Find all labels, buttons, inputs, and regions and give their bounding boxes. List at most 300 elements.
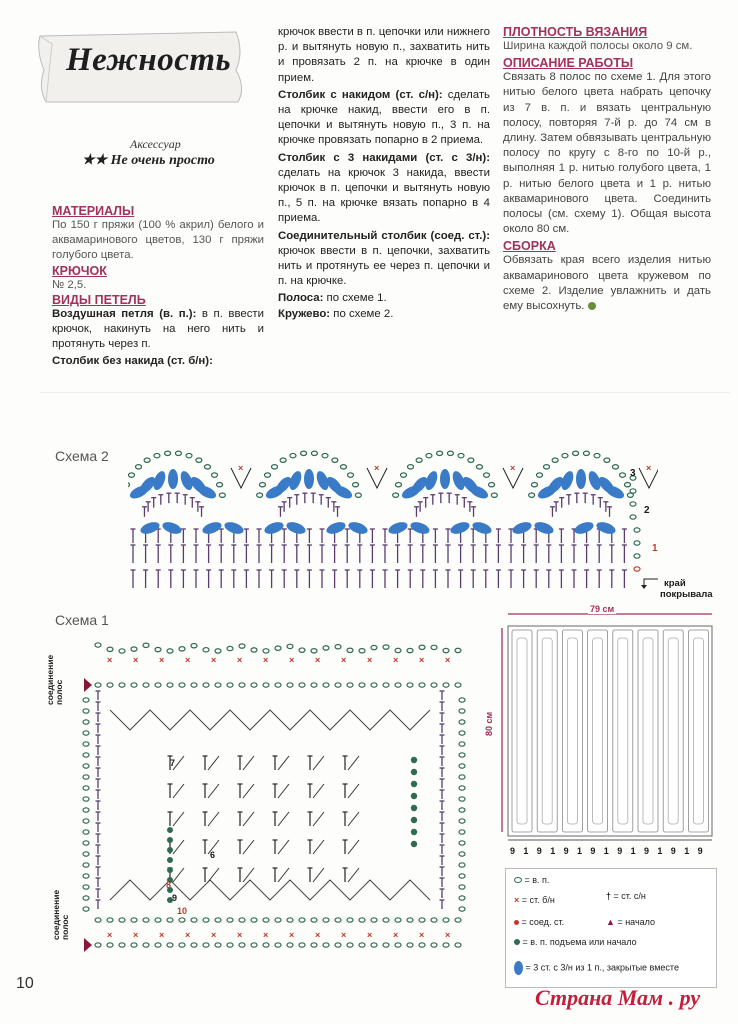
cluster-icon bbox=[514, 961, 523, 975]
strips-term: Полоса: bbox=[278, 292, 324, 305]
sc-stitch-mark: × bbox=[211, 655, 217, 665]
legend-box bbox=[505, 868, 717, 988]
edge-label bbox=[660, 578, 713, 600]
bottom-dim-number: 9 bbox=[536, 846, 542, 856]
width-label: 79 см bbox=[590, 604, 615, 614]
chain-stitch-mark bbox=[191, 918, 197, 922]
chain-stitch-mark bbox=[203, 683, 209, 687]
cluster-mark bbox=[595, 520, 617, 536]
chain-stitch-mark bbox=[128, 483, 129, 487]
chain-stitch-mark bbox=[459, 874, 465, 878]
chain-stitch-mark bbox=[426, 453, 432, 457]
strips-line bbox=[278, 291, 490, 306]
chain-stitch-mark bbox=[419, 683, 425, 687]
chain-stitch-mark bbox=[131, 918, 137, 922]
chain-stitch-mark bbox=[215, 649, 221, 653]
stitch-dc-term: Столбик с накидом (ст. с/н): bbox=[278, 88, 443, 101]
chain-stitch-mark bbox=[583, 451, 589, 455]
chain-stitch-mark bbox=[407, 648, 413, 652]
dc-icon: † bbox=[606, 891, 612, 901]
chain-stitch-mark bbox=[335, 645, 341, 649]
chain-stitch-mark bbox=[179, 943, 185, 947]
diagonal-stitch-mark bbox=[243, 868, 254, 882]
chain-stitch-mark bbox=[251, 918, 257, 922]
schema2-lace-chart bbox=[128, 418, 658, 593]
sc-stitch-mark: × bbox=[341, 930, 347, 940]
stitch-dc bbox=[278, 88, 490, 149]
chain-stitch-mark bbox=[383, 683, 389, 687]
materials-heading: МАТЕРИАЛЫ bbox=[52, 204, 135, 218]
column-materials bbox=[52, 204, 264, 370]
chain-stitch-mark bbox=[107, 683, 113, 687]
s1-row-8: 8 bbox=[166, 880, 172, 890]
sc-stitch-mark: × bbox=[315, 930, 321, 940]
chain-stitch-mark bbox=[395, 483, 401, 487]
sc-stitch-mark: × bbox=[237, 655, 243, 665]
s1-row-9: 9 bbox=[172, 893, 178, 903]
diagonal-stitch-mark bbox=[208, 812, 219, 826]
chain-stitch-mark bbox=[383, 943, 389, 947]
chain-stitch-mark bbox=[263, 649, 269, 653]
chain-stitch-mark bbox=[215, 918, 221, 922]
chain-stitch-mark bbox=[311, 451, 317, 455]
chain-stitch-mark bbox=[459, 830, 465, 834]
chain-stitch-mark bbox=[459, 797, 465, 801]
sc-stitch-mark: × bbox=[289, 930, 295, 940]
bottom-dim-number: 9 bbox=[617, 846, 623, 856]
materials-text: По 150 г пряжи (100 % акрил) белого и аквамаринового цветов, 130 г пряжи голубого цвета. bbox=[52, 219, 264, 262]
lace-line bbox=[278, 307, 490, 322]
chain-stitch-mark bbox=[529, 493, 535, 497]
chain-stitch-mark bbox=[573, 451, 579, 455]
sc-stitch-mark: × bbox=[393, 655, 399, 665]
cluster-mark bbox=[285, 520, 307, 536]
lace-term: Кружево: bbox=[278, 307, 331, 320]
join-label-top bbox=[46, 645, 64, 705]
page-title: Нежность bbox=[66, 42, 232, 78]
chain-stitch-mark bbox=[287, 918, 293, 922]
chain-stitch-mark bbox=[175, 451, 181, 455]
chain-stitch-mark bbox=[263, 683, 269, 687]
chain-stitch-mark bbox=[227, 918, 233, 922]
chain-stitch-mark bbox=[455, 683, 461, 687]
chain-stitch-mark bbox=[371, 918, 377, 922]
diagonal-stitch-mark bbox=[278, 812, 289, 826]
sc-stitch-mark: × bbox=[185, 655, 191, 665]
chain-stitch-mark bbox=[275, 646, 281, 650]
chain-stitch-mark bbox=[459, 841, 465, 845]
chain-stitch-mark bbox=[437, 451, 443, 455]
chain-stitch-mark bbox=[83, 863, 89, 867]
sc-stitch-mark: × bbox=[159, 655, 165, 665]
chain-stitch-mark bbox=[443, 683, 449, 687]
chain-stitch-mark bbox=[155, 943, 161, 947]
legend-ch-text: = в. п. bbox=[524, 875, 550, 885]
chain-stitch-mark bbox=[383, 645, 389, 649]
chain-stitch-mark bbox=[612, 465, 618, 469]
chain-stitch-mark bbox=[83, 775, 89, 779]
turning-stitch-mark bbox=[411, 781, 417, 787]
sc-stitch-mark: × bbox=[367, 930, 373, 940]
arrow-left-icon bbox=[640, 576, 660, 590]
chain-stitch-mark bbox=[544, 465, 550, 469]
gauge-text: Ширина каждой полосы около 9 см. bbox=[503, 40, 693, 52]
legend-dc bbox=[606, 891, 646, 901]
turn-icon bbox=[514, 939, 520, 945]
diagonal-stitch-mark bbox=[173, 812, 184, 826]
bottom-dim-number: 9 bbox=[670, 846, 676, 856]
chain-stitch-mark bbox=[407, 683, 413, 687]
chain-stitch-mark bbox=[179, 918, 185, 922]
sc-stitch-mark: × bbox=[133, 655, 139, 665]
chain-stitch-mark bbox=[322, 453, 328, 457]
chain-stitch-mark bbox=[491, 493, 497, 497]
chain-stitch-mark bbox=[203, 918, 209, 922]
diagonal-stitch-mark bbox=[208, 868, 219, 882]
chain-stitch-mark bbox=[167, 918, 173, 922]
chain-stitch-mark bbox=[143, 643, 149, 647]
chain-stitch-mark bbox=[119, 649, 125, 653]
chain-stitch-mark bbox=[630, 515, 636, 519]
cluster-mark bbox=[168, 469, 178, 489]
chain-stitch-mark bbox=[371, 683, 377, 687]
stitch-tr-term: Столбик с 3 накидами (ст. с 3/н): bbox=[278, 151, 490, 164]
turning-stitch-mark bbox=[411, 817, 417, 823]
strips-def: по схеме 1. bbox=[323, 292, 387, 305]
diagonal-stitch-mark bbox=[313, 868, 324, 882]
chain-stitch-mark bbox=[95, 943, 101, 947]
chain-stitch-mark bbox=[83, 852, 89, 856]
chain-stitch-mark bbox=[393, 493, 399, 497]
cluster-mark bbox=[409, 520, 431, 536]
chain-stitch-mark bbox=[625, 483, 631, 487]
join-label-bottom-2: полос bbox=[60, 914, 70, 940]
chain-stitch-mark bbox=[179, 647, 185, 651]
chain-stitch-mark bbox=[251, 683, 257, 687]
diagonal-stitch-mark bbox=[348, 840, 359, 854]
sc-stitch-mark: × bbox=[289, 655, 295, 665]
cluster-mark bbox=[263, 520, 285, 536]
chain-stitch-mark bbox=[458, 453, 464, 457]
chain-stitch-mark bbox=[203, 648, 209, 652]
chain-stitch-mark bbox=[275, 918, 281, 922]
cluster-mark bbox=[201, 520, 223, 536]
chain-stitch-mark bbox=[483, 473, 489, 477]
diagonal-stitch-mark bbox=[173, 840, 184, 854]
chain-stitch-mark bbox=[311, 943, 317, 947]
stitches-heading: ВИДЫ ПЕТЕЛЬ bbox=[52, 292, 146, 307]
chain-stitch-mark bbox=[299, 943, 305, 947]
chain-stitch-mark bbox=[459, 698, 465, 702]
stitch-dc-def: сделать на крючке накид, ввести его в п. цепочки и вытянуть новую п., 3 п. на крючке провязать попарно в 2 приема. bbox=[278, 88, 490, 147]
chain-stitch-mark bbox=[83, 830, 89, 834]
bottom-dim-number: 1 bbox=[577, 846, 583, 856]
cluster-mark bbox=[161, 520, 183, 536]
chain-stitch-mark bbox=[431, 943, 437, 947]
chain-stitch-mark bbox=[272, 465, 278, 469]
chain-stitch-mark bbox=[531, 483, 537, 487]
sc-stitch-mark: × bbox=[133, 930, 139, 940]
chain-stitch-mark bbox=[332, 458, 338, 462]
chain-stitch-mark bbox=[143, 918, 149, 922]
diagonal-stitch-mark bbox=[313, 756, 324, 770]
chain-stitch-mark bbox=[604, 458, 610, 462]
chain-stitch-mark bbox=[419, 943, 425, 947]
chain-stitch-mark bbox=[459, 709, 465, 713]
chain-stitch-mark bbox=[215, 683, 221, 687]
chain-stitch-mark bbox=[323, 646, 329, 650]
diagonal-stitch-mark bbox=[313, 784, 324, 798]
desc-text: Связать 8 полос по схеме 1. Для этого нитью белого цвета набрать цепочку из 7 в. п. и вязать центральную полосу, повторяя 7-й р. до 74 см в длину. Затем обвязывать центральную полосу по кругу с 8-го по 10-й р., выполняя 1 р. нитью голубого цвета, 1 р. нитью белого цвета и 1 р. нитью аквамаринового цвета. Соединить полосы (см. схему 1). Общая высота около 80 см. bbox=[503, 71, 711, 236]
chain-stitch-mark bbox=[83, 896, 89, 900]
edge-label-2: покрывала bbox=[660, 589, 713, 600]
chain-stitch-mark bbox=[275, 683, 281, 687]
chain-stitch-mark bbox=[459, 753, 465, 757]
sc-stitch-mark: × bbox=[510, 463, 516, 473]
bottom-dim-number: 1 bbox=[657, 846, 663, 856]
chain-stitch-mark bbox=[83, 808, 89, 812]
chain-stitch-mark bbox=[275, 943, 281, 947]
edge-label-1: край bbox=[664, 578, 686, 589]
chain-stitch-mark bbox=[263, 918, 269, 922]
chain-stitch-mark bbox=[634, 567, 640, 571]
chain-stitch-mark bbox=[353, 483, 359, 487]
chain-stitch-mark bbox=[191, 943, 197, 947]
chain-stitch-mark bbox=[459, 863, 465, 867]
chain-stitch-mark bbox=[335, 918, 341, 922]
diagonal-stitch-mark bbox=[348, 756, 359, 770]
chain-stitch-mark bbox=[179, 683, 185, 687]
chain-stitch-mark bbox=[371, 943, 377, 947]
chain-stitch-mark bbox=[239, 683, 245, 687]
watermark: Страна Мам . ру bbox=[535, 985, 701, 1010]
sc-stitch-mark: × bbox=[159, 930, 165, 940]
stitch-tr-def: сделать на крючок 3 накида, ввести крючок в п. цепочки и вытянуть новую п., 5 п. на крючке вязать попарно в 4 приема. bbox=[278, 166, 490, 225]
difficulty-stars-icon: ★★ bbox=[82, 153, 108, 168]
chain-stitch-mark bbox=[459, 808, 465, 812]
diagonal-stitch-mark bbox=[348, 868, 359, 882]
chain-stitch-mark bbox=[459, 852, 465, 856]
sc-stitch-mark: × bbox=[211, 930, 217, 940]
sc-stitch-mark: × bbox=[238, 463, 244, 473]
chain-stitch-mark bbox=[301, 451, 307, 455]
diagonal-stitch-mark bbox=[243, 784, 254, 798]
chain-stitch-mark bbox=[395, 683, 401, 687]
legend-ch bbox=[514, 875, 549, 885]
bottom-dim-number: 9 bbox=[563, 846, 569, 856]
chain-stitch-mark bbox=[323, 943, 329, 947]
turning-stitch-mark bbox=[167, 837, 173, 843]
chain-stitch-mark bbox=[83, 907, 89, 911]
difficulty-text: Не очень просто bbox=[110, 153, 215, 168]
chain-stitch-mark bbox=[107, 943, 113, 947]
chain-stitch-mark bbox=[167, 649, 173, 653]
start-icon bbox=[84, 678, 92, 692]
chain-stitch-mark bbox=[215, 943, 221, 947]
chain-stitch-mark bbox=[83, 753, 89, 757]
chain-stitch-mark bbox=[340, 465, 346, 469]
diagonal-stitch-mark bbox=[243, 840, 254, 854]
stitch-sc-def: крючок ввести в п. цепочки или нижнего р. и вытянуть новую п., захватить нить и провязать 2 п. на крючке в один прием. bbox=[278, 26, 490, 84]
chain-stitch-mark bbox=[355, 493, 361, 497]
chain-stitch-mark bbox=[634, 554, 640, 558]
turning-stitch-mark bbox=[411, 829, 417, 835]
sc-stitch-mark: × bbox=[374, 463, 380, 473]
chain-stitch-mark bbox=[167, 943, 173, 947]
chain-stitch-mark bbox=[83, 742, 89, 746]
chain-stitch-mark bbox=[155, 683, 161, 687]
chain-stitch-mark bbox=[419, 918, 425, 922]
row-num-1: 1 bbox=[652, 543, 658, 554]
chain-stitch-mark bbox=[191, 683, 197, 687]
start-icon: ▲ bbox=[606, 917, 615, 927]
sc-stitch-mark: × bbox=[315, 655, 321, 665]
legend-cluster bbox=[514, 961, 679, 975]
turning-stitch-mark bbox=[167, 857, 173, 863]
chain-stitch-mark bbox=[191, 643, 197, 647]
cluster-mark bbox=[440, 469, 450, 489]
diagonal-stitch-mark bbox=[173, 784, 184, 798]
sl-icon bbox=[514, 920, 519, 925]
chain-stitch-mark bbox=[359, 943, 365, 947]
start-icon bbox=[84, 938, 92, 952]
turning-stitch-mark bbox=[411, 757, 417, 763]
s1-row-10: 10 bbox=[177, 906, 188, 916]
chain-stitch-mark bbox=[562, 453, 568, 457]
chain-stitch-mark bbox=[95, 683, 101, 687]
sc-stitch-mark: × bbox=[237, 930, 243, 940]
chain-stitch-mark bbox=[619, 473, 625, 477]
chain-stitch-mark bbox=[287, 683, 293, 687]
difficulty-label bbox=[82, 152, 215, 169]
turning-stitch-mark bbox=[411, 841, 417, 847]
cluster-mark bbox=[573, 520, 595, 536]
chain-stitch-mark bbox=[83, 874, 89, 878]
chain-stitch-mark bbox=[257, 493, 263, 497]
chain-stitch-mark bbox=[459, 742, 465, 746]
chain-stitch-mark bbox=[459, 885, 465, 889]
chain-stitch-mark bbox=[459, 786, 465, 790]
chain-stitch-mark bbox=[119, 918, 125, 922]
chain-stitch-mark bbox=[634, 541, 640, 545]
chain-stitch-mark bbox=[419, 645, 425, 649]
chain-stitch-mark bbox=[83, 698, 89, 702]
cluster-mark bbox=[325, 520, 347, 536]
turning-stitch-mark bbox=[167, 867, 173, 873]
stitch-ch-term: Воздушная петля (в. п.): bbox=[52, 307, 197, 320]
chain-stitch-mark bbox=[107, 918, 113, 922]
chain-stitch-mark bbox=[196, 458, 202, 462]
chain-stitch-mark bbox=[83, 841, 89, 845]
chain-stitch-mark bbox=[83, 709, 89, 713]
chain-stitch-mark bbox=[630, 489, 636, 493]
join-label-top-2: полос bbox=[54, 679, 64, 705]
chain-stitch-mark bbox=[186, 453, 192, 457]
sc-stitch-mark: × bbox=[263, 930, 269, 940]
chain-stitch-mark bbox=[552, 458, 558, 462]
assembly-text bbox=[503, 253, 711, 314]
assembly-heading: СБОРКА bbox=[503, 239, 556, 254]
chain-stitch-mark bbox=[347, 943, 353, 947]
sc-stitch-mark: × bbox=[646, 463, 652, 473]
chain-stitch-mark bbox=[407, 918, 413, 922]
column-stitches bbox=[278, 25, 490, 322]
turning-stitch-mark bbox=[167, 847, 173, 853]
chain-stitch-mark bbox=[287, 943, 293, 947]
lace-def: по схеме 2. bbox=[330, 307, 394, 320]
sc-icon: × bbox=[514, 895, 520, 905]
chain-stitch-mark bbox=[347, 683, 353, 687]
legend-sl-text: = соед. ст. bbox=[521, 917, 565, 927]
diagonal-stitch-mark bbox=[313, 812, 324, 826]
chain-stitch-mark bbox=[447, 451, 453, 455]
chain-stitch-mark bbox=[95, 643, 101, 647]
chain-stitch-mark bbox=[323, 918, 329, 922]
chain-stitch-mark bbox=[155, 918, 161, 922]
legend-start-text: = начало bbox=[617, 917, 656, 927]
chain-stitch-mark bbox=[594, 453, 600, 457]
legend-sl bbox=[514, 917, 564, 927]
chain-stitch-mark bbox=[468, 458, 474, 462]
sc-stitch-mark: × bbox=[393, 930, 399, 940]
chain-stitch-mark bbox=[401, 473, 407, 477]
chain-stitch-mark bbox=[630, 502, 636, 506]
chain-stitch-mark bbox=[217, 483, 223, 487]
bottom-dim-number: 9 bbox=[644, 846, 650, 856]
stitch-tr bbox=[278, 151, 490, 227]
chain-stitch-mark bbox=[83, 731, 89, 735]
chain-stitch-mark bbox=[154, 453, 160, 457]
sc-stitch-mark: × bbox=[341, 655, 347, 665]
chain-stitch-mark bbox=[459, 764, 465, 768]
cluster-mark bbox=[304, 469, 314, 489]
chain-stitch-mark bbox=[323, 683, 329, 687]
chain-stitch-mark bbox=[299, 683, 305, 687]
chain-stitch-mark bbox=[431, 645, 437, 649]
sc-stitch-mark: × bbox=[419, 655, 425, 665]
diagonal-stitch-mark bbox=[348, 812, 359, 826]
chain-stitch-mark bbox=[311, 918, 317, 922]
legend-dc-text: = ст. с/н bbox=[613, 891, 646, 901]
chain-stitch-mark bbox=[227, 646, 233, 650]
diagonal-stitch-mark bbox=[278, 756, 289, 770]
cluster-mark bbox=[576, 469, 586, 489]
bottom-dim-number: 1 bbox=[603, 846, 609, 856]
chain-stitch-mark bbox=[395, 648, 401, 652]
sc-stitch-mark: × bbox=[445, 930, 451, 940]
bottom-dim-number: 1 bbox=[630, 846, 636, 856]
stitch-sl-term: Соединительный столбик (соед. ст.): bbox=[278, 229, 490, 242]
schema1-label: Схема 1 bbox=[55, 612, 109, 628]
sc-stitch-mark: × bbox=[107, 930, 113, 940]
zigzag-bottom bbox=[110, 880, 430, 900]
chain-stitch-mark bbox=[131, 647, 137, 651]
stitch-sl-def: крючок ввести в п. цепочки, захватить нить и протянуть ее через п. цепочки и п. на крючке. bbox=[278, 244, 490, 288]
chain-stitch-mark bbox=[634, 528, 640, 532]
chain-stitch-mark bbox=[143, 683, 149, 687]
sc-stitch-mark: × bbox=[445, 655, 451, 665]
cluster-mark bbox=[347, 520, 369, 536]
legend-start bbox=[606, 917, 655, 927]
sc-stitch-mark: × bbox=[419, 930, 425, 940]
diagonal-stitch-mark bbox=[243, 812, 254, 826]
cluster-mark bbox=[511, 520, 533, 536]
diagonal-stitch-mark bbox=[313, 840, 324, 854]
zigzag-top bbox=[110, 710, 430, 730]
chain-stitch-mark bbox=[227, 683, 233, 687]
chain-stitch-mark bbox=[455, 648, 461, 652]
chain-stitch-mark bbox=[347, 918, 353, 922]
